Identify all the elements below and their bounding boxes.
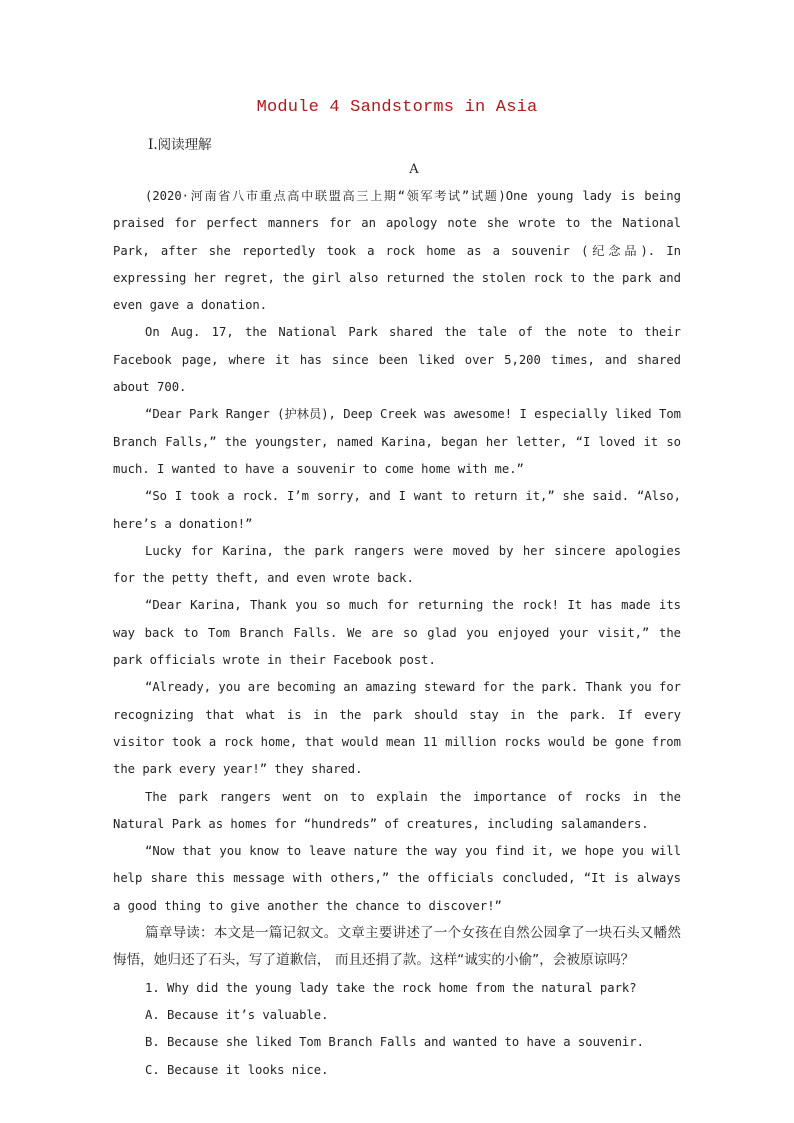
paragraph: “Dear Karina, Thank you so much for returning the rock! It has made its way back to Tom Branch Falls. We are so glad you enjoyed your visit,” the park officials wrote in their Facebook post. xyxy=(113,598,681,668)
paragraph: “So I took a rock. I’m sorry, and I want to return it,” she said. “Also, here’s a donation!” xyxy=(113,489,681,531)
section-heading: I.阅读理解 xyxy=(148,137,212,153)
paragraph: “Now that you know to leave nature the way you find it, we hope you will help share this message with others,” the officials concluded, “It is always a good thing to give another the chance to discover!” xyxy=(113,844,681,913)
answer-option-b: B. Because she liked Tom Branch Falls and wanted to have a souvenir. xyxy=(145,1035,644,1050)
answer-option-a: A. Because it’s valuable. xyxy=(145,1007,329,1022)
paragraph: “Dear Park Ranger (护林员), Deep Creek was awesome! I especially liked Tom Branch Falls,” the youngster, named Karina, began her letter, “I loved it so much. I wanted to have a souvenir to come home with me.” xyxy=(113,407,681,476)
paragraph: On Aug. 17, the National Park shared the tale of the note to their Facebook page, where it has since been liked over 5,200 times, and shared about 700. xyxy=(113,325,681,395)
part-letter: A xyxy=(409,162,419,177)
answer-option-c: C. Because it looks nice. xyxy=(145,1062,329,1077)
paragraph: The park rangers went on to explain the importance of rocks in the Natural Park as homes for “hundreds” of creatures, including salamanders. xyxy=(113,789,681,831)
paragraph: “Already, you are becoming an amazing steward for the park. Thank you for recognizing that what is in the park should stay in the park. If every visitor took a rock home, that would mean 11 million rocks would be gone from the park every year!” they shared. xyxy=(113,680,681,777)
paragraph: (2020·河南省八市重点高中联盟高三上期“领军考试”试题)One young lady is being praised for perfect manners for an apology note she wrote to the National Park, after she reportedly took a rock home as a souvenir (纪念品). In expressing her regret, the girl also returned the stolen rock to the park and even gave a donation. xyxy=(113,189,681,313)
page-title: Module 4 Sandstorms in Asia xyxy=(256,98,538,117)
question-stem: 1. Why did the young lady take the rock home from the natural park? xyxy=(145,980,637,995)
paragraph: Lucky for Karina, the park rangers were moved by her sincere apologies for the petty theft, and even wrote back. xyxy=(113,543,681,586)
article-body xyxy=(113,183,681,1084)
reading-guide: 篇章导读：本文是一篇记叙文。文章主要讲述了一个女孩在自然公园拿了一块石头又幡然悔悟，她归还了石头，写了道歉信， 而且还捐了款。这样“诚实的小偷”，会被原谅吗？ xyxy=(113,925,681,969)
